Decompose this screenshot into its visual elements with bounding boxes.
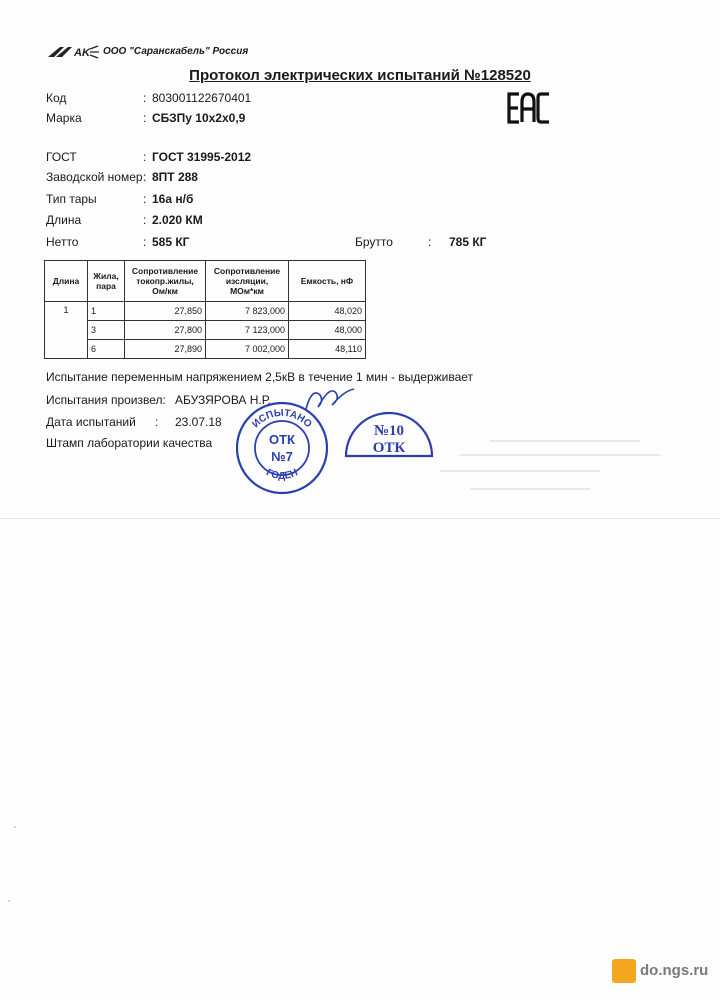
- company-logo: [46, 43, 100, 61]
- table-cell-capacity: 48,020: [289, 302, 366, 321]
- scan-speck: [8, 900, 10, 902]
- svg-text:ОТК: ОТК: [372, 440, 406, 456]
- protocol-title: Протокол электрических испытаний №128520: [189, 67, 531, 84]
- otk-round-stamp: [232, 398, 332, 498]
- svg-text:ГОДЕН: ГОДЕН: [264, 467, 300, 482]
- field-value-length: 2.020 КМ: [152, 213, 203, 227]
- company-name: ООО "Саранскабель" Россия: [103, 46, 249, 57]
- field-colon: :: [143, 235, 147, 249]
- table-cell-core: 6: [88, 340, 125, 359]
- svg-text:AK: AK: [74, 47, 90, 59]
- field-colon: :: [143, 192, 147, 206]
- field-value-gost: ГОСТ 31995-2012: [152, 150, 252, 164]
- field-colon: :: [143, 91, 147, 105]
- test-date-value: 23.07.18: [175, 415, 222, 429]
- field-label-brand: Марка: [46, 111, 82, 125]
- svg-text:№7: №7: [271, 449, 293, 464]
- table-cell-resistance: 27,890: [125, 340, 206, 359]
- watermark-text: do.ngs.ru: [640, 962, 709, 979]
- table-cell-length: 1: [45, 302, 88, 359]
- table-row: [45, 340, 366, 359]
- table-cell-resistance: 27,800: [125, 321, 206, 340]
- table-cell-insulation: 7 002,000: [206, 340, 289, 359]
- svg-text:ИСПЫТАНО: ИСПЫТАНО: [250, 407, 314, 431]
- field-label-gost: ГОСТ: [46, 150, 77, 164]
- field-label-netto: Нетто: [46, 235, 79, 249]
- field-label-container-type: Тип тары: [46, 192, 97, 206]
- site-watermark: [612, 957, 720, 987]
- table-cell-resistance: 27,850: [125, 302, 206, 321]
- test-date-label: Дата испытаний: [46, 415, 136, 429]
- field-label-length: Длина: [46, 213, 82, 227]
- scan-speck: [14, 826, 16, 828]
- tester-name: АБУЗЯРОВА Н.Р.: [175, 393, 271, 407]
- tester-label: Испытания произвел:: [46, 393, 166, 407]
- svg-text:ОТК: ОТК: [269, 432, 295, 447]
- field-colon: :: [428, 235, 432, 249]
- table-cell-core: 3: [88, 321, 125, 340]
- field-colon: :: [143, 111, 147, 125]
- quality-stamp-label: Штамп лаборатории качества: [46, 436, 213, 450]
- table-row: [45, 302, 366, 321]
- table-cell-insulation: 7 823,000: [206, 302, 289, 321]
- field-colon: :: [155, 415, 159, 429]
- otk-half-stamp: [342, 400, 436, 460]
- table-header-cell: Сопротивление изсляции, МОм*км: [206, 261, 289, 302]
- field-value-code: 803001122670401: [152, 91, 252, 105]
- table-row: [45, 321, 366, 340]
- field-label-code: Код: [46, 91, 67, 105]
- test-results-table: [44, 260, 366, 359]
- eac-mark: [507, 92, 551, 124]
- table-cell-capacity: 48,000: [289, 321, 366, 340]
- watermark-logo-icon: [612, 959, 636, 983]
- field-value-netto: 585 КГ: [152, 235, 190, 249]
- table-header-cell: Длина: [45, 261, 88, 302]
- page-fold-line: [0, 518, 720, 519]
- field-value-factory-number: 8ПТ 288: [152, 170, 198, 184]
- table-header-cell: Емкость, нФ: [289, 261, 366, 302]
- table-header-cell: Жила, пара: [88, 261, 125, 302]
- field-label-brutto: Брутто: [355, 235, 393, 249]
- table-header-cell: Сопротивление токопр.жилы, Ом/км: [125, 261, 206, 302]
- field-value-brand: СБЗПу 10х2х0,9: [152, 111, 246, 125]
- voltage-test-statement: Испытание переменным напряжением 2,5кВ в течение 1 мин - выдерживает: [46, 370, 474, 384]
- table-cell-core: 1: [88, 302, 125, 321]
- table-header-row: [45, 261, 366, 302]
- field-colon: :: [143, 170, 147, 184]
- field-value-brutto: 785 КГ: [449, 235, 487, 249]
- show-through-artifact: [430, 440, 685, 510]
- field-label-factory-number: Заводской номер: [46, 170, 143, 184]
- table-cell-capacity: 48,110: [289, 340, 366, 359]
- field-colon: :: [143, 213, 147, 227]
- table-cell-insulation: 7 123,000: [206, 321, 289, 340]
- svg-text:№10: №10: [373, 423, 405, 439]
- field-value-container-type: 16а н/б: [152, 192, 194, 206]
- field-colon: :: [143, 150, 147, 164]
